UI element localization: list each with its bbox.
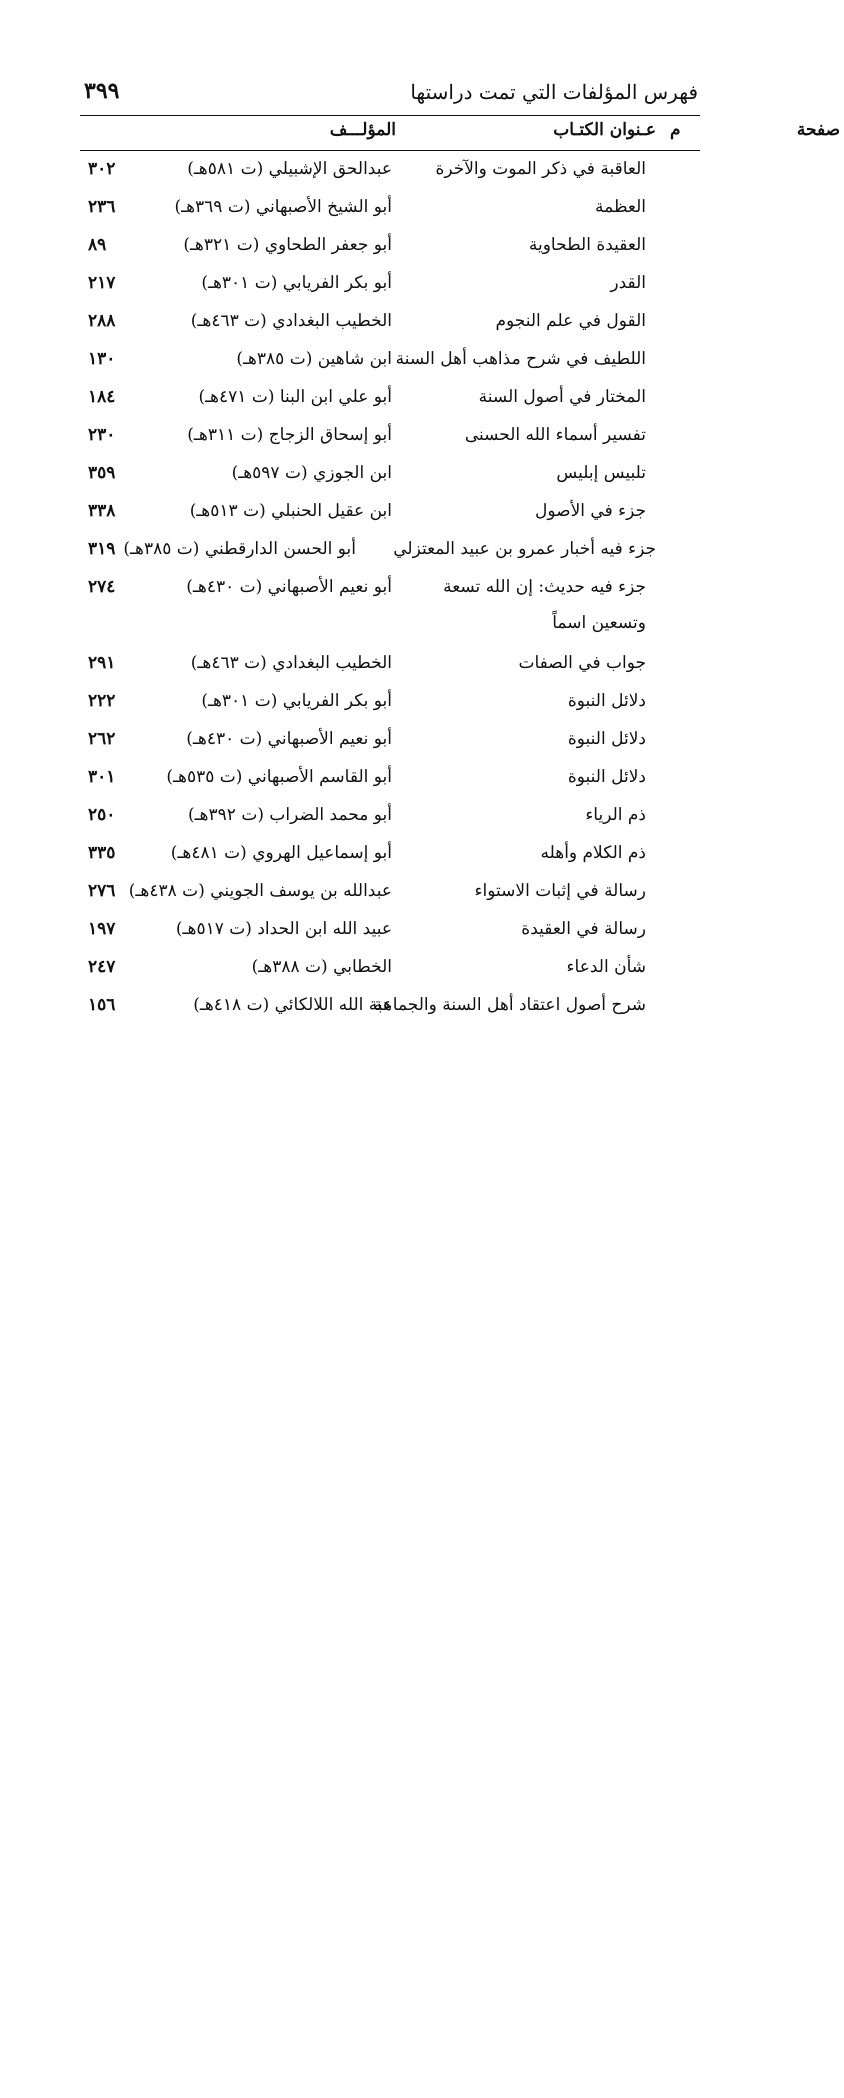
book-page-ref: ٢٢٢ — [88, 691, 116, 711]
book-page-ref: ١٨٤ — [88, 387, 116, 407]
book-title: شرح أصول اعتقاد أهل السنة والجماعة — [373, 995, 646, 1015]
book-page-ref: ٢٩١ — [88, 653, 116, 673]
book-title-continuation: وتسعين اسماً — [552, 613, 646, 633]
index-table — [0, 152, 756, 1032]
book-author: أبو نعيم الأصبهاني (ت ٤٣٠هـ) — [186, 577, 392, 597]
running-header — [84, 74, 698, 110]
book-page-ref: ٢٨٨ — [88, 311, 116, 331]
book-title: جواب في الصفات — [518, 653, 646, 673]
book-author: عبدالحق الإشبيلي (ت ٥٨١هـ) — [187, 159, 392, 179]
book-author: ابن عقيل الحنبلي (ت ٥١٣هـ) — [189, 501, 392, 521]
book-title: ذم الرياء — [585, 805, 646, 825]
book-author: أبو علي ابن البنا (ت ٤٧١هـ) — [198, 387, 392, 407]
index-row — [0, 304, 756, 338]
index-row — [0, 152, 756, 186]
index-row — [0, 418, 756, 452]
index-row — [0, 380, 756, 414]
index-row — [0, 570, 756, 642]
index-row — [0, 456, 756, 490]
book-title: دلائل النبوة — [567, 691, 646, 711]
book-title: اللطيف في شرح مذاهب أهل السنة — [395, 349, 646, 369]
index-row — [0, 912, 756, 946]
book-author: أبو القاسم الأصبهاني (ت ٥٣٥هـ) — [166, 767, 392, 787]
book-page-ref: ٢٣٠ — [88, 425, 116, 445]
book-author: الخطابي (ت ٣٨٨هـ) — [251, 957, 392, 977]
book-title: رسالة في إثبات الاستواء — [474, 881, 646, 901]
book-author: الخطيب البغدادي (ت ٤٦٣هـ) — [190, 653, 392, 673]
book-page-ref: ٣٠١ — [88, 767, 116, 787]
book-page-ref: ٣٣٨ — [88, 501, 116, 521]
index-row — [0, 342, 756, 376]
book-title: المختار في أصول السنة — [478, 387, 646, 407]
column-header-author: المؤلـــف — [329, 120, 396, 140]
book-page-ref: ١٩٧ — [88, 919, 116, 939]
book-author: الخطيب البغدادي (ت ٤٦٣هـ) — [190, 311, 392, 331]
running-title: فهرس المؤلفات التي تمت دراستها — [410, 80, 698, 104]
book-title: العاقبة في ذكر الموت والآخرة — [435, 159, 646, 179]
book-title: رسالة في العقيدة — [521, 919, 646, 939]
book-page-ref: ٢٧٤ — [88, 577, 116, 597]
column-header-rule — [80, 150, 700, 151]
index-row — [0, 228, 756, 262]
index-row — [0, 532, 756, 566]
book-author: عبيد الله ابن الحداد (ت ٥١٧هـ) — [175, 919, 392, 939]
book-page-ref: ٣٥٩ — [88, 463, 116, 483]
book-title: تلبيس إبليس — [556, 463, 646, 483]
book-title: دلائل النبوة — [567, 729, 646, 749]
book-page-ref: ٣٣٥ — [88, 843, 116, 863]
book-title: جزء فيه أخبار عمرو بن عبيد المعتزلي — [393, 539, 656, 559]
book-title: تفسير أسماء الله الحسنى — [464, 425, 646, 445]
book-author: عبدالله بن يوسف الجويني (ت ٤٣٨هـ) — [128, 881, 392, 901]
index-row — [0, 836, 756, 870]
book-title: القول في علم النجوم — [495, 311, 646, 331]
column-header-page: صفحة — [796, 120, 840, 140]
book-page-ref: ٢٦٢ — [88, 729, 116, 749]
index-row — [0, 798, 756, 832]
book-page-ref: ٢١٧ — [88, 273, 116, 293]
book-title: العقيدة الطحاوية — [528, 235, 646, 255]
index-row — [0, 950, 756, 984]
book-page-ref: ٨٩ — [88, 235, 107, 255]
book-page-ref: ٢٤٧ — [88, 957, 116, 977]
book-author: هبة الله اللالكائي (ت ٤١٨هـ) — [193, 995, 392, 1015]
index-row — [0, 266, 756, 300]
page-number: ٣٩٩ — [84, 78, 120, 104]
book-author: ابن الجوزي (ت ٥٩٧هـ) — [231, 463, 392, 483]
index-row — [0, 722, 756, 756]
book-page-ref: ٣١٩ — [88, 539, 116, 559]
index-row — [0, 494, 756, 528]
book-author: أبو إسحاق الزجاج (ت ٣١١هـ) — [187, 425, 392, 445]
index-row — [0, 988, 756, 1022]
index-row — [0, 646, 756, 680]
book-title: جزء فيه حديث: إن الله تسعة — [443, 577, 646, 597]
book-author: أبو جعفر الطحاوي (ت ٣٢١هـ) — [183, 235, 392, 255]
index-row — [0, 190, 756, 224]
book-title: ذم الكلام وأهله — [540, 843, 646, 863]
book-author: أبو بكر الفريابي (ت ٣٠١هـ) — [201, 691, 392, 711]
index-row — [0, 874, 756, 908]
book-title: دلائل النبوة — [567, 767, 646, 787]
book-page-ref: ٢٣٦ — [88, 197, 116, 217]
book-author: أبو محمد الضراب (ت ٣٩٢هـ) — [187, 805, 392, 825]
book-title: العظمة — [595, 197, 646, 217]
book-page-ref: ٣٠٢ — [88, 159, 116, 179]
book-author: ابن شاهين (ت ٣٨٥هـ) — [236, 349, 392, 369]
book-page-ref: ٢٧٦ — [88, 881, 116, 901]
column-header-title: عـنوان الكتـاب — [553, 120, 656, 140]
book-title: جزء في الأصول — [535, 501, 646, 521]
column-header-number: م — [670, 120, 681, 140]
book-author: أبو الحسن الدارقطني (ت ٣٨٥هـ) — [123, 539, 356, 559]
book-author: أبو نعيم الأصبهاني (ت ٤٣٠هـ) — [186, 729, 392, 749]
index-row — [0, 760, 756, 794]
book-author: أبو الشيخ الأصبهاني (ت ٣٦٩هـ) — [174, 197, 392, 217]
book-title: شأن الدعاء — [566, 957, 646, 977]
book-page-ref: ٢٥٠ — [88, 805, 116, 825]
book-page-ref: ١٣٠ — [88, 349, 116, 369]
book-page-ref: ١٥٦ — [88, 995, 116, 1015]
header-rule — [80, 115, 700, 116]
book-author: أبو إسماعيل الهروي (ت ٤٨١هـ) — [170, 843, 392, 863]
book-author: أبو بكر الفريابي (ت ٣٠١هـ) — [201, 273, 392, 293]
index-row — [0, 684, 756, 718]
book-title: القدر — [610, 273, 646, 293]
